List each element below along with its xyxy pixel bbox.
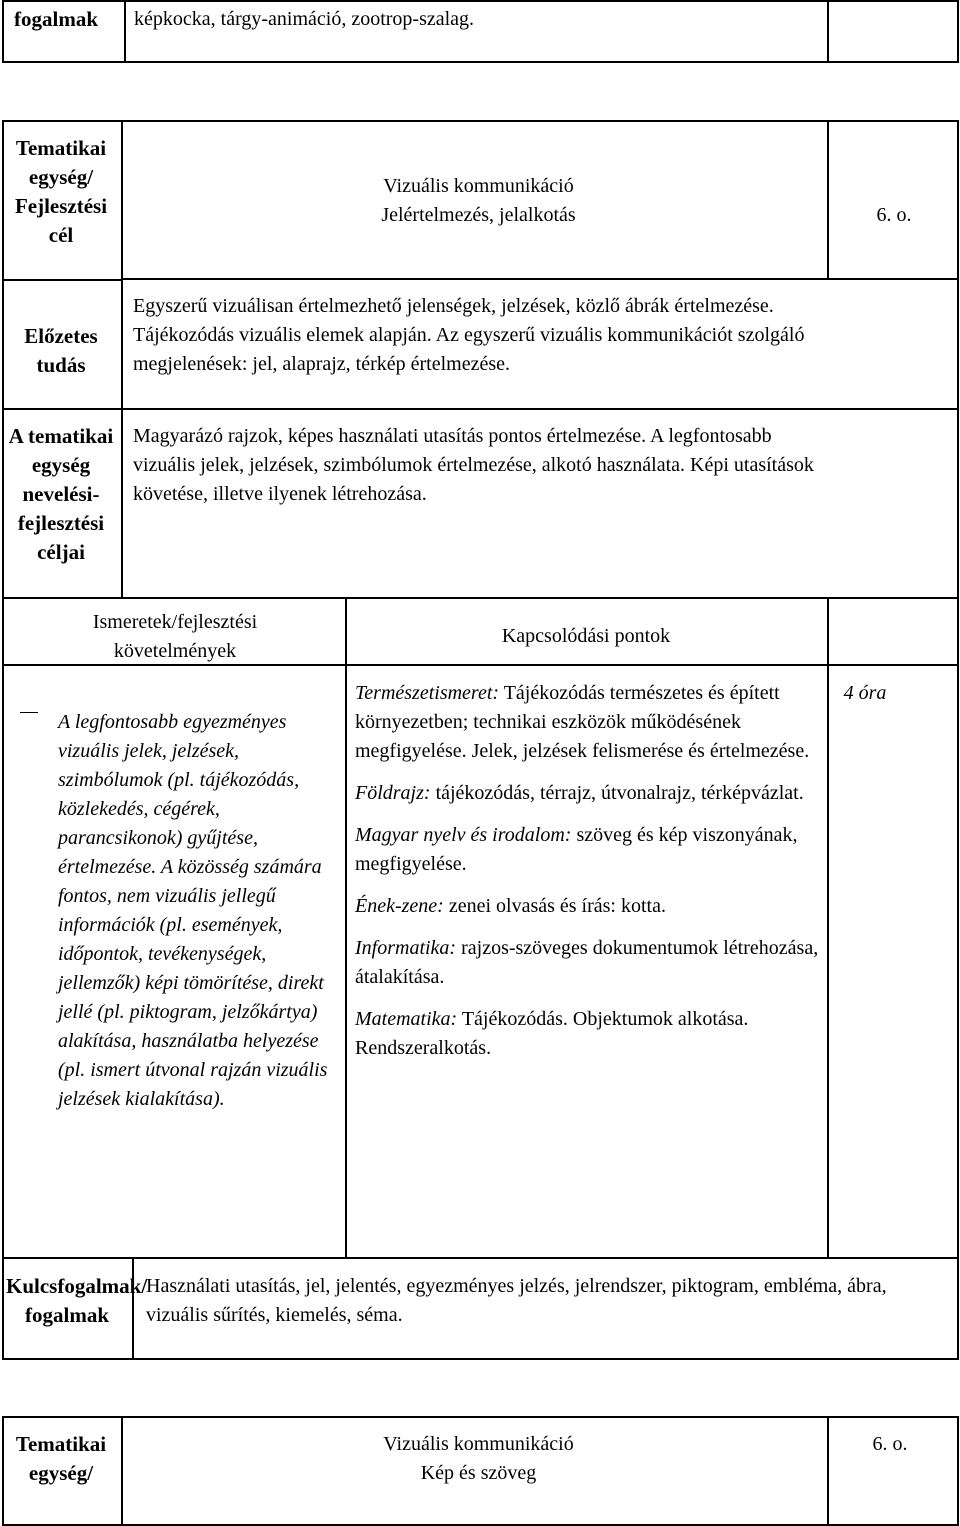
goals-text: Magyarázó rajzok, képes használati utasítás pontos értelmezése. A legfontosabb vizuális jelek, jelzések, szimbólumok értelmezése, alkotó használata. Képi utasítások követése, illetve ilyenek létrehozása.: [133, 425, 814, 505]
connection-item: [355, 821, 820, 879]
divider: [132, 1257, 134, 1360]
connection-subject: Magyar nyelv és irodalom:: [355, 824, 572, 846]
divider: [827, 120, 829, 278]
grade-label: 6. o.: [876, 204, 912, 226]
row-label-goals: A tematikai egység nevelési-fejlesztési céljai: [8, 424, 114, 564]
divider: [2, 279, 121, 281]
row-label-unit: Tematikai egység/: [15, 1432, 107, 1485]
connection-text: tájékozódás, térrajz, útvonalrajz, térképvázlat.: [430, 782, 804, 804]
divider: [124, 0, 126, 63]
unit-title: [130, 1430, 827, 1488]
connection-text: Tájékozódás természetes és épített környezetben; technikai eszközök működésének megfigyelése. Jelek, jelzések felismerése és értelmezése.: [355, 682, 810, 762]
connection-text: szöveg és kép viszonyának, megfigyelése.: [355, 824, 798, 875]
divider: [2, 408, 959, 410]
connection-subject: Ének-zene:: [355, 895, 444, 917]
unit-title-line-1: Vizuális kommunikáció: [383, 175, 574, 197]
divider: [2, 597, 959, 599]
connection-text: zenei olvasás és írás: kotta.: [443, 895, 666, 917]
connection-item: [355, 892, 820, 921]
unit-title-line-2: Kép és szöveg: [420, 1462, 537, 1484]
bullet-dash: [20, 712, 38, 713]
divider: [827, 1416, 829, 1526]
column-header-requirements: Ismeretek/fejlesztési követelmények: [92, 611, 258, 662]
column-header-connections: Kapcsolódási pontok: [501, 625, 671, 647]
requirement-text: A legfontosabb egyezményes vizuális jelek, jelzések, szimbólumok (pl. tájékozódás, közlekedés, cégérek, parancsikonok) gyűjtése, értelmezése. A közösség számára fontos, nem vizuális jellegű információk (pl. események, időpontok, tevékenységek, jellemzők) képi tömörítése, direkt jellé (pl. piktogram, jelzőkártya) alakítása, használatba helyezése (pl. ismert útvonal rajzán vizuális jelzések kialakítása).: [58, 711, 328, 1110]
connection-item: [355, 934, 820, 992]
row-label-keywords: Kulcsfogalmak/ fogalmak: [6, 1274, 148, 1327]
unit-title-line-1: Vizuális kommunikáció: [383, 1433, 574, 1455]
row-label-fogalmak: fogalmak: [14, 7, 98, 31]
connection-text: rajzos-szöveges dokumentumok létrehozása, átalakítása.: [355, 937, 819, 988]
grade-label: 6. o.: [872, 1433, 908, 1455]
connection-subject: Informatika:: [355, 937, 457, 959]
divider: [121, 120, 123, 598]
divider: [345, 597, 347, 1257]
fogalmak-text: képkocka, tárgy-animáció, zootrop-szalag.: [134, 8, 475, 30]
unit-title: [130, 172, 827, 230]
connection-item: [355, 679, 820, 766]
divider: [121, 278, 959, 280]
connection-item: [355, 779, 820, 808]
connection-subject: Matematika:: [355, 1008, 458, 1030]
row-label-prior: Előzetes tudás: [24, 324, 98, 377]
connection-subject: Természetismeret:: [355, 682, 500, 704]
connections-list: [355, 679, 820, 1076]
keywords-text: Használati utasítás, jel, jelentés, egyezményes jelzés, jelrendszer, piktogram, embléma, ábra, vizuális sűrítés, kiemelés, séma.: [146, 1275, 887, 1326]
connection-item: [355, 1005, 820, 1063]
connection-subject: Földrajz:: [355, 782, 431, 804]
prior-knowledge-text: Egyszerű vizuálisan értelmezhető jelenségek, jelzések, közlő ábrák értelmezése. Tájékozódás vizuális elemek alapján. Az egyszerű vizuális kommunikációt szolgáló megjelenések: jel, alaprajz, térkép értelmezése.: [133, 295, 805, 375]
divider: [827, 0, 829, 63]
unit-title-line-2: Jelértelmezés, jelalkotás: [381, 204, 576, 226]
divider: [827, 597, 829, 1257]
connection-text: Tájékozódás. Objektumok alkotása. Rendszeralkotás.: [355, 1008, 749, 1059]
row-label-unit: Tematikai egység/ Fejlesztési cél: [14, 136, 108, 247]
hours-label: 4 óra: [843, 682, 887, 704]
divider: [2, 1257, 959, 1259]
divider: [121, 1416, 123, 1526]
